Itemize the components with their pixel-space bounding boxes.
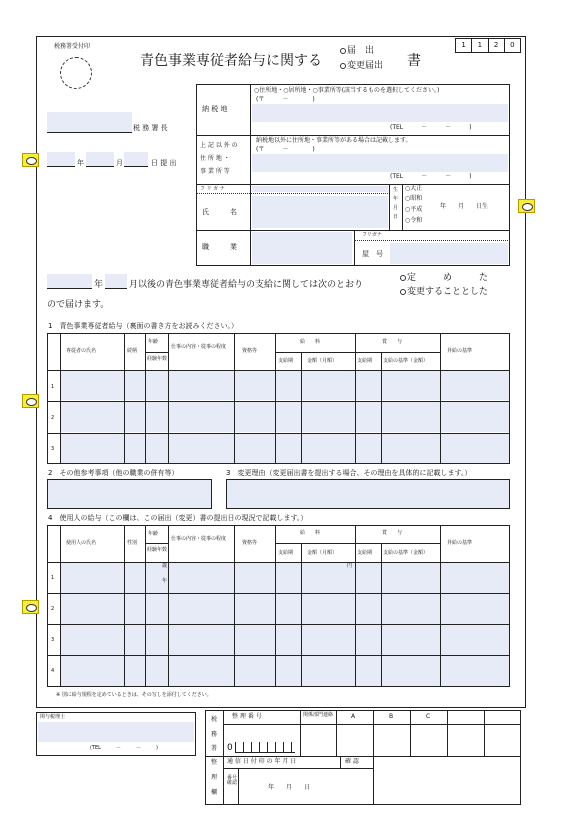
trade-name-input[interactable]	[390, 243, 508, 264]
office-col2-1: 整	[211, 759, 218, 766]
intro-tail: ので届けます。	[47, 300, 110, 310]
s4-col-amount: 金額（月額）	[307, 550, 338, 556]
office-col-3: 署	[211, 745, 218, 752]
col-c: C	[426, 713, 431, 720]
form-code-digit: 0	[510, 41, 515, 49]
section4-footnote: ※ 別に給与規程を定めているときは、その写しを添付してください。	[56, 692, 212, 698]
s4-row-fill[interactable]	[61, 656, 509, 686]
stamp-circle	[60, 57, 92, 89]
s4-yen-unit: 円	[347, 563, 353, 569]
location-options[interactable]: ○住所地・○居所地・○事業所等(該当するものを選択してください。)	[254, 87, 440, 94]
day-label: 日 提 出	[151, 159, 177, 167]
other-postal: (〒 － )	[256, 146, 315, 153]
s1-col-age: 年齢	[148, 339, 159, 345]
era-taisho[interactable]: ○大正	[405, 185, 423, 192]
comment-icon[interactable]	[22, 394, 39, 408]
furigana-label: フ リ ガ ナ	[200, 186, 225, 192]
s4-row-fill[interactable]	[61, 594, 509, 624]
job-label: 職 業	[202, 243, 237, 251]
accountant-tel: (TEL － － )	[90, 745, 158, 751]
s1-col-relation: 続柄	[127, 348, 138, 354]
ref-number-ticks	[235, 742, 295, 753]
intro-text: 月以後の青色事業専従者給与の支給に関しては次のとおり	[129, 280, 364, 290]
s4-col-qualification: 資格等	[242, 540, 258, 546]
s1-col-bonus: 賞 与	[382, 339, 403, 345]
s4-col-duty: 仕事の内容・従事の程度	[171, 536, 227, 542]
s4-years-unit: 年	[162, 578, 168, 584]
s1-col-duty: 仕事の内容・従事の程度	[171, 344, 227, 350]
furigana-input[interactable]	[252, 186, 388, 192]
form-code-digit: 2	[489, 39, 505, 52]
s1-row-fill[interactable]	[61, 402, 509, 432]
s1-col-salary: 給 料	[300, 339, 321, 345]
furigana2-label: フリガナ	[362, 232, 382, 238]
s1-col-years: 経験年数	[147, 356, 168, 362]
comment-icon[interactable]	[518, 199, 535, 213]
stamp-label: 税務署受付印	[54, 43, 91, 50]
birth-label-4: 日	[393, 214, 399, 220]
other-address-label-2: 住 所 地 ・	[200, 155, 230, 162]
s1-col-pay-period: 支給期	[278, 358, 294, 364]
s1-col-bonus-basis: 支給の基準（金額）	[383, 358, 429, 364]
office-col2-3: 欄	[211, 789, 218, 796]
location-input[interactable]	[252, 104, 508, 122]
location-label: 納 税 地	[202, 105, 228, 113]
tax-office-input[interactable]	[47, 112, 132, 133]
col-a: A	[351, 713, 356, 720]
submit-day-input[interactable]	[124, 152, 148, 167]
s1-col-raise: 昇給の基準	[447, 348, 473, 354]
trade-name-label: 屋 号	[362, 250, 383, 258]
other-address-label-3: 事 業 所 等	[200, 168, 230, 175]
location-tel: (TEL － － )	[390, 124, 472, 131]
era-heisei[interactable]: ○平成	[405, 206, 423, 213]
other-address-label-1: 上 記 以 外 の	[200, 142, 238, 149]
era-reiwa[interactable]: ○令和	[405, 217, 423, 224]
accountant-input[interactable]	[38, 722, 194, 742]
office-col-2: 務	[211, 731, 218, 738]
s4-row-number: 2	[51, 606, 55, 612]
s4-col-years: 経験年数	[147, 547, 168, 553]
dept-label: 関係部門連絡	[303, 712, 334, 718]
other-address-note: 納税地以外に住所地・事業所等がある場合は記載します。	[256, 137, 412, 144]
section3-title: 3 変更理由（変更届出書を提出する場合、その理由を具体的に記載します。）	[226, 469, 472, 477]
s4-age-unit: 歳	[162, 563, 168, 569]
job-input[interactable]	[252, 232, 352, 264]
name-input[interactable]	[252, 196, 388, 228]
s1-row-number: 3	[51, 446, 55, 452]
s1-col-amount: 金額（月額）	[307, 358, 338, 364]
intro-year-input[interactable]	[47, 274, 92, 289]
birth-label-2: 年	[393, 196, 399, 202]
form-code-digit: 1	[456, 39, 472, 52]
comment-icon[interactable]	[22, 153, 39, 167]
s4-row-number: 3	[51, 637, 55, 643]
s4-col-salary: 給 料	[300, 530, 321, 536]
era-showa[interactable]: ○昭和	[405, 195, 423, 202]
s4-col-bonus: 賞 与	[382, 530, 403, 536]
office-col-1: 税	[211, 716, 218, 723]
section3-input[interactable]	[226, 479, 510, 509]
s1-col-qualification: 資格等	[242, 348, 258, 354]
id-check-label: 番号確認	[227, 775, 238, 786]
s1-row-number: 2	[51, 415, 55, 421]
tax-office-chief-label: 税 務 署 長	[133, 124, 168, 132]
form-title: 青色事業専従者給与に関する	[140, 53, 322, 69]
birth-date: 年 月 日生	[440, 203, 489, 210]
option-change[interactable]: 変更届出	[340, 62, 383, 71]
s1-col-bonus-period: 支給期	[357, 358, 373, 364]
s4-col-pay-period: 支給期	[278, 550, 294, 556]
section2-title: 2 その他参考事項（他の職業の併有等）	[48, 469, 179, 477]
s4-row-number: 4	[51, 668, 55, 674]
s4-row-fill[interactable]	[61, 563, 509, 593]
other-tel: (TEL － － )	[390, 173, 472, 180]
s4-col-sex: 性別	[127, 540, 138, 546]
s4-col-name: 使用人の氏名	[66, 540, 97, 546]
intro-option-set[interactable]: 定 め た	[400, 274, 488, 283]
intro-year-label: 年	[94, 280, 104, 290]
s4-col-age: 年齢	[148, 531, 159, 537]
other-address-input[interactable]	[252, 154, 508, 172]
confirm-label: 確 認	[345, 758, 359, 765]
s4-col-bonus-period: 支給期	[357, 550, 373, 556]
ref-number-label: 整 理 番 号	[232, 713, 262, 720]
s1-col-name: 専従者の氏名	[66, 348, 97, 354]
s1-row-fill[interactable]	[61, 371, 509, 400]
form-code	[455, 38, 521, 53]
s4-row-number: 1	[51, 575, 55, 581]
office-col2-2: 理	[211, 774, 218, 781]
col-b: B	[389, 713, 394, 720]
month-label: 月	[116, 159, 123, 167]
title-suffix: 書	[407, 53, 421, 69]
section1-title: 1 青色事業専従者給与（裏面の書き方をお読みください。）	[48, 322, 238, 330]
accountant-label: 関与税理士	[40, 714, 66, 720]
name-label: 氏 名	[202, 208, 237, 216]
comment-icon[interactable]	[22, 600, 39, 614]
intro-month-input[interactable]	[105, 274, 127, 289]
s4-row-fill[interactable]	[61, 625, 509, 655]
option-notify[interactable]: 届 出	[340, 47, 374, 56]
s4-col-bonus-basis: 支給の基準（金額）	[383, 550, 429, 556]
s1-row-fill[interactable]	[61, 434, 509, 463]
ref-zero: 0	[227, 743, 233, 753]
submit-month-input[interactable]	[86, 152, 114, 167]
date-fields: 年 月 日	[268, 784, 311, 791]
intro-option-change[interactable]: 変更することとした	[400, 288, 488, 297]
birth-label-3: 月	[393, 205, 399, 211]
birth-label-1: 生	[393, 187, 399, 193]
comm-date-label: 通 信 日 付 印 の 年 月 日	[227, 758, 297, 765]
form-code-digit: 1	[472, 39, 488, 52]
s4-col-raise: 昇給の基準	[447, 540, 473, 546]
section4-title: 4 使用人の給与（この欄は、この届出（変更）書の提出日の現況で記載します。）	[48, 514, 308, 522]
submit-year-input[interactable]	[47, 152, 75, 167]
s1-row-number: 1	[51, 384, 55, 390]
section2-input[interactable]	[47, 479, 212, 509]
year-label: 年	[77, 159, 84, 167]
location-postal: (〒 － )	[256, 96, 315, 103]
